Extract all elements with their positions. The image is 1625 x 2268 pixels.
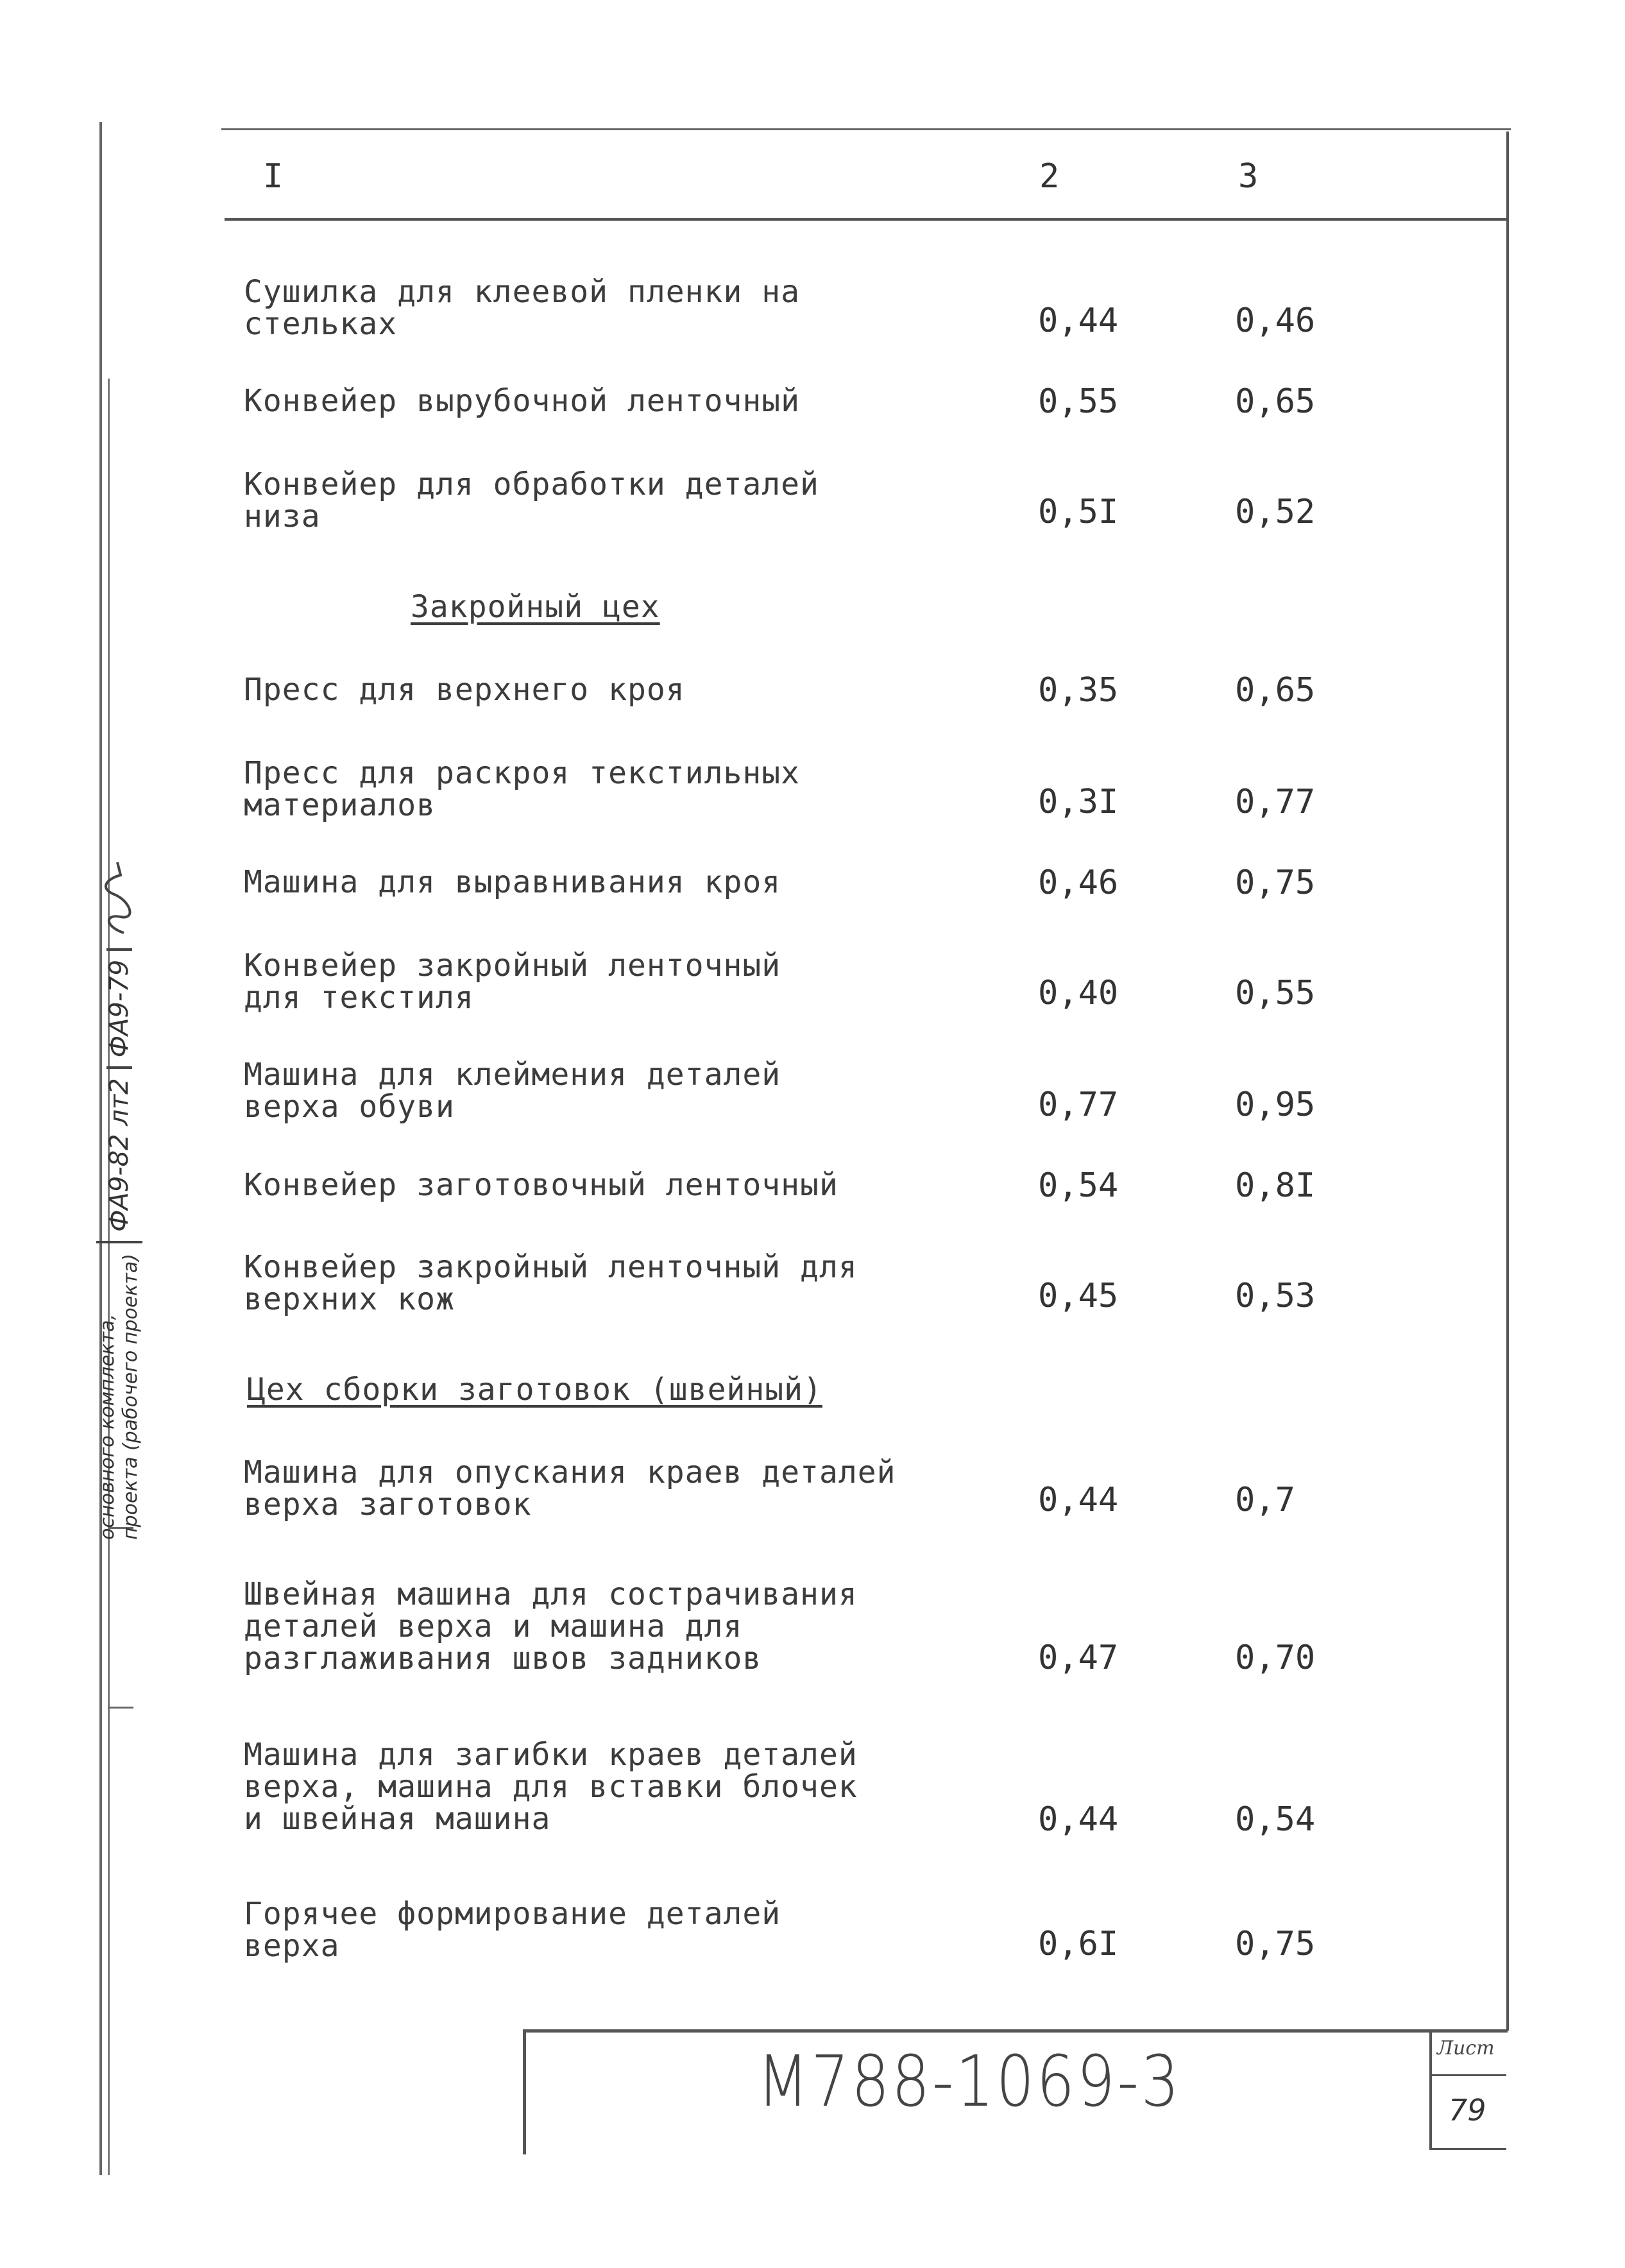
row-value-3: 0,65 (1235, 671, 1316, 710)
margin-stamp (96, 257, 148, 1540)
row-value-3: 0,77 (1235, 783, 1316, 821)
margin-stamp-code-1: ФА9-82 лт2 (106, 1066, 132, 1241)
row-value-2: 0,35 (1038, 671, 1119, 710)
row-name: Конвейер для обработки деталей низа (244, 466, 819, 534)
row-value-3: 0,53 (1235, 1277, 1316, 1315)
row-name: Сушилка для клеевой пленки на стельках (244, 274, 801, 342)
row-value-2: 0,46 (1038, 864, 1119, 902)
column-header-3: 3 (1238, 157, 1259, 196)
row-value-2: 0,44 (1038, 1481, 1119, 1519)
row-value-3: 0,52 (1235, 493, 1316, 531)
row-value-2: 0,5I (1038, 493, 1119, 531)
row-value-3: 0,70 (1235, 1639, 1316, 1677)
column-header-1: I (263, 157, 284, 196)
row-name: Конвейер закройный ленточный для верхних кож (244, 1249, 858, 1317)
row-value-2: 0,44 (1038, 302, 1119, 340)
margin-stamp-purpose (96, 1241, 142, 1540)
row-name: Пресс для верхнего кроя (244, 672, 685, 708)
stamp-sheet-divider (1429, 2074, 1506, 2076)
sheet-label: Лист (1437, 2037, 1495, 2059)
stamp-sheet-separator (1429, 2029, 1432, 2148)
stamp-left-border (523, 2029, 526, 2154)
column-header-2: 2 (1039, 157, 1060, 196)
stamp-sheet-bottom (1429, 2148, 1506, 2150)
signature-mark (98, 847, 140, 948)
stamp-top-border (523, 2029, 1508, 2033)
row-name: Конвейер закройный ленточный для текстиля (244, 948, 781, 1016)
margin-tick (108, 1707, 133, 1709)
row-value-3: 0,95 (1235, 1086, 1316, 1124)
row-value-3: 0,75 (1235, 1925, 1316, 1963)
row-value-3: 0,46 (1235, 302, 1316, 340)
row-name: Швейная машина для сострачивания деталей верха и машина для разглаживания швов задников (244, 1576, 858, 1676)
table-right-border (1506, 132, 1509, 2031)
row-name: Машина для загибки краев деталей верха, машина для вставки блочек и швейная машина (244, 1737, 858, 1837)
row-name: Конвейер заготовочный ленточный (244, 1167, 838, 1203)
row-value-2: 0,3I (1038, 783, 1119, 821)
row-value-2: 0,40 (1038, 974, 1119, 1012)
row-value-3: 0,7 (1235, 1481, 1295, 1519)
row-name: Машина для клеймения деталей верха обуви (244, 1057, 781, 1125)
row-value-2: 0,44 (1038, 1800, 1119, 1839)
row-value-2: 0,45 (1038, 1277, 1119, 1315)
sheet-number: 79 (1449, 2093, 1486, 2127)
table-top-rule (221, 128, 1511, 130)
section-title: Закройный цех (411, 589, 660, 625)
table-header-rule (225, 218, 1508, 221)
row-value-3: 0,8I (1235, 1166, 1316, 1205)
row-value-3: 0,65 (1235, 382, 1316, 421)
row-value-2: 0,54 (1038, 1166, 1119, 1205)
row-name: Машина для выравнивания кроя (244, 864, 781, 900)
row-value-2: 0,6I (1038, 1925, 1119, 1963)
document-code: М788-1069-3 (757, 2040, 1182, 2122)
margin-stamp-purpose-line2: проекта (рабочего проекта) (119, 1254, 142, 1540)
row-value-3: 0,54 (1235, 1800, 1316, 1839)
row-value-3: 0,55 (1235, 974, 1316, 1012)
margin-stamp-code-2: ФА9-79 (106, 948, 132, 1067)
row-name: Конвейер вырубочной ленточный (244, 383, 801, 419)
row-value-2: 0,77 (1038, 1086, 1119, 1124)
margin-stamp-purpose-line1: основного комплекта, (96, 1314, 119, 1540)
signature-icon (98, 856, 137, 939)
row-value-3: 0,75 (1235, 864, 1316, 902)
row-value-2: 0,55 (1038, 382, 1119, 421)
row-value-2: 0,47 (1038, 1639, 1119, 1677)
section-title: Цех сборки заготовок (швейный) (247, 1372, 822, 1408)
row-name: Машина для опускания краев деталей верха заготовок (244, 1454, 896, 1522)
row-name: Горячее формирование деталей верха (244, 1896, 781, 1964)
row-name: Пресс для раскроя текстильных материалов (244, 755, 801, 823)
